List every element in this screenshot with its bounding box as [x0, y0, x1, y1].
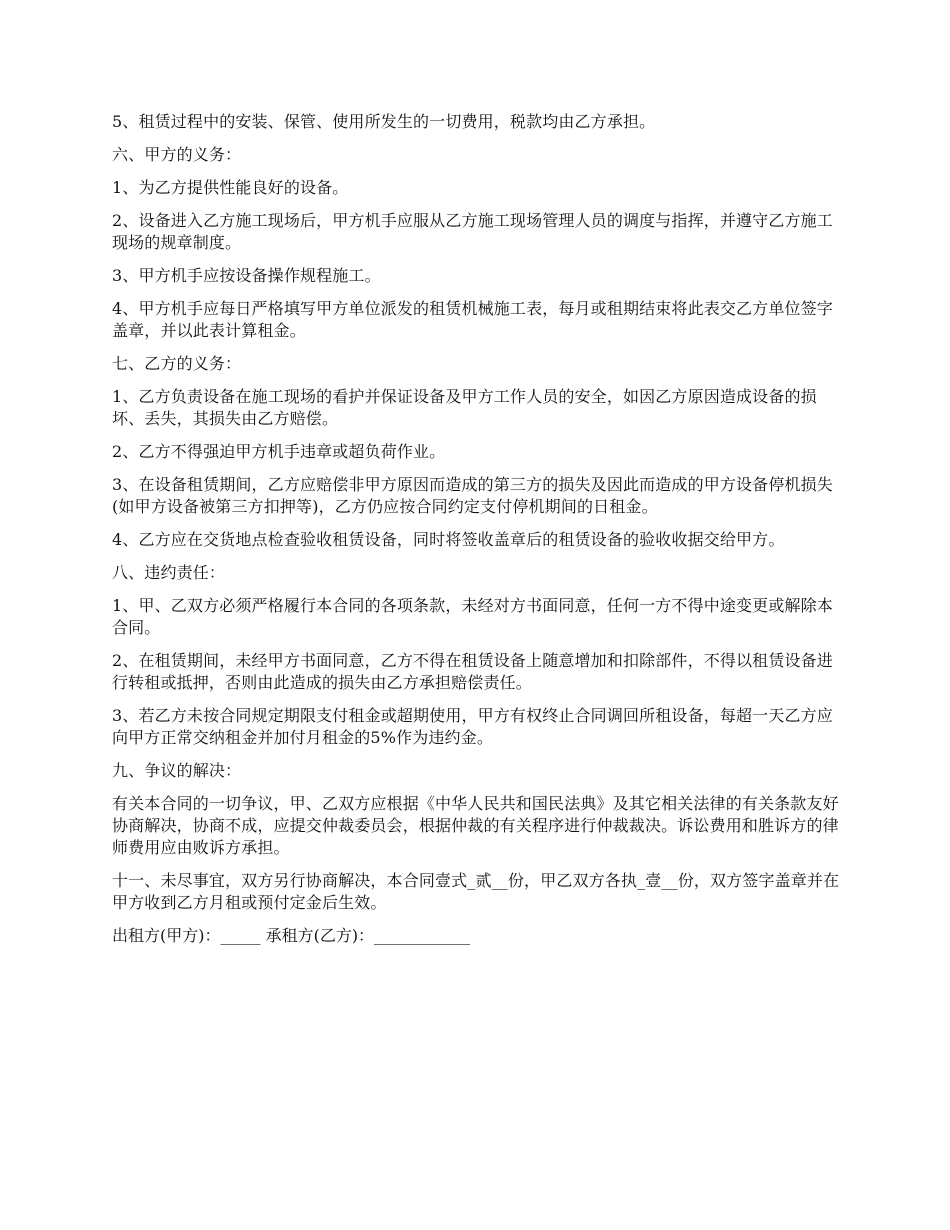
clause-expenses: 5、租赁过程中的安装、保管、使用所发生的一切费用，税款均由乙方承担。 — [112, 112, 656, 131]
clause-breach-2: 2、在租赁期间，未经甲方书面同意，乙方不得在租赁设备上随意增加和扣除部件，不得以租赁设备进行转租或抵押，否则由此造成的损失由乙方承担赔偿责任。 — [112, 651, 833, 692]
clause-breach-1: 1、甲、乙双方必须严格履行本合同的各项条款，未经对方书面同意，任何一方不得中途变更或解除本合同。 — [112, 596, 833, 637]
clause-disputes: 有关本合同的一切争议，甲、乙双方应根据《中华人民共和国民法典》及其它相关法律的有关条款友好协商解决，协商不成，应提交仲裁委员会，根据仲裁的有关程序进行仲裁裁决。诉讼费用和胜诉方的律师费用应由败诉方承担。 — [112, 794, 839, 857]
clause-b4: 4、乙方应在交货地点检查验收租赁设备，同时将签收盖章后的租赁设备的验收收据交给甲方。 — [112, 530, 785, 549]
clause-breach-3: 3、若乙方未按合同规定期限支付租金或超期使用，甲方有权终止合同调回所租设备，每超一天乙方应向甲方正常交纳租金并加付月租金的5%作为违约金。 — [112, 706, 833, 747]
contract-page — [112, 111, 842, 947]
signature-line: 出租方(甲方)：_____ 承租方(乙方)：____________ — [112, 926, 471, 945]
clause-a1: 1、为乙方提供性能良好的设备。 — [112, 178, 349, 197]
clause-a4: 4、甲方机手应每日严格填写甲方单位派发的租赁机械施工表，每月或租期结束将此表交乙方单位签字盖章，并以此表计算租金。 — [112, 299, 833, 340]
clause-a2: 2、设备进入乙方施工现场后，甲方机手应服从乙方施工现场管理人员的调度与指挥，并遵守乙方施工现场的规章制度。 — [112, 211, 833, 252]
clause-a3: 3、甲方机手应按设备操作规程施工。 — [112, 266, 381, 285]
section-heading-party-a-obligations: 六、甲方的义务： — [112, 145, 242, 164]
clause-b3: 3、在设备租赁期间，乙方应赔偿非甲方原因而造成的第三方的损失及因此而造成的甲方设备停机损失(如甲方设备被第三方扣押等)，乙方仍应按合同约定支付停机期间的日租金。 — [112, 475, 833, 516]
section-heading-breach: 八、违约责任： — [112, 563, 226, 582]
section-heading-party-b-obligations: 七、乙方的义务： — [112, 354, 242, 373]
section-heading-disputes: 九、争议的解决： — [112, 761, 242, 780]
clause-b2: 2、乙方不得强迫甲方机手违章或超负荷作业。 — [112, 442, 446, 461]
clause-b1: 1、乙方负责设备在施工现场的看护并保证设备及甲方工作人员的安全，如因乙方原因造成设备的损坏、丢失，其损失由乙方赔偿。 — [112, 387, 817, 428]
clause-miscellaneous: 十一、未尽事宜，双方另行协商解决，本合同壹式_贰__份，甲乙双方各执_壹__份，双方签字盖章并在甲方收到乙方月租或预付定金后生效。 — [112, 871, 840, 912]
